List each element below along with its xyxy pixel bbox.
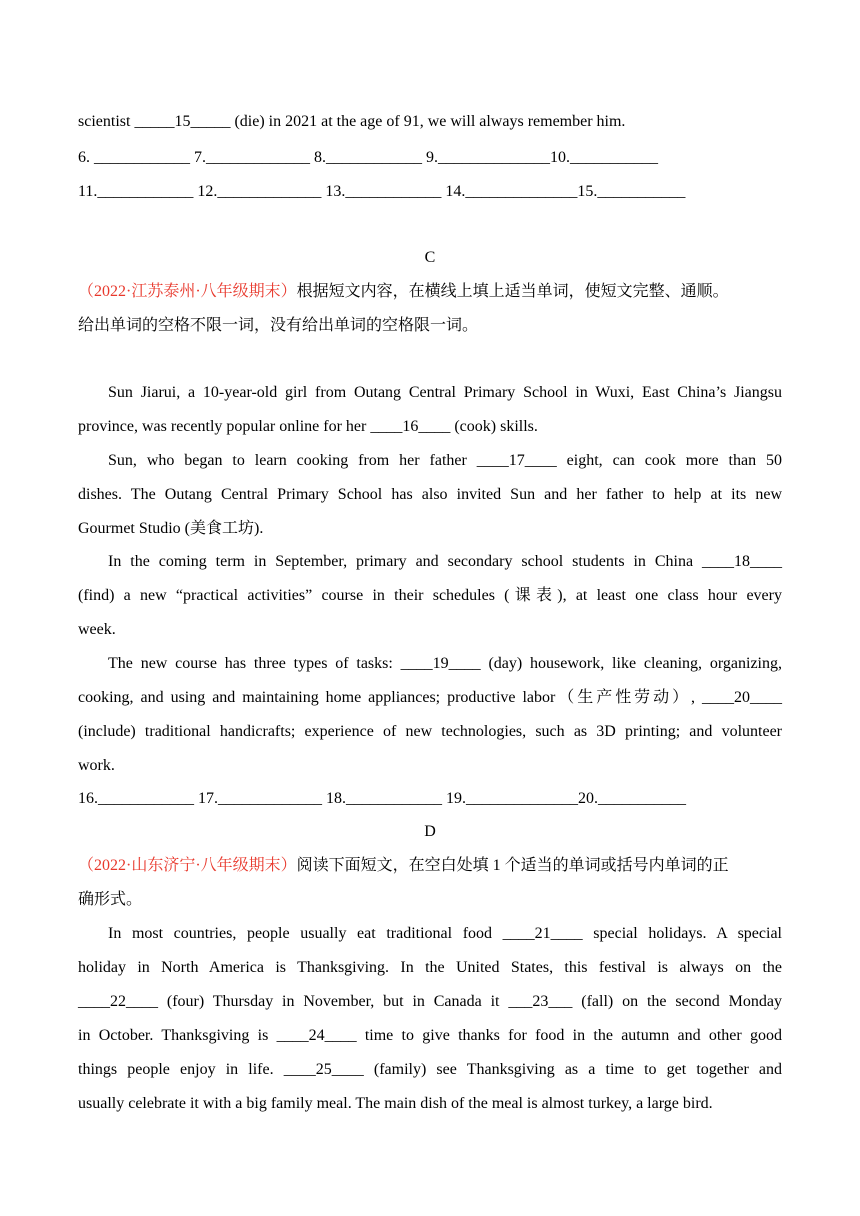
answer-blank-20[interactable]: ____20____ bbox=[702, 689, 782, 706]
text-line: holiday in North America is Thanksgiving. In the United States, this festival is always on the bbox=[78, 959, 782, 976]
text: The new course has three types of tasks: bbox=[108, 655, 401, 672]
instruction-line: 确形式。 bbox=[78, 891, 143, 908]
answer-blank-22[interactable]: ____22____ bbox=[78, 993, 158, 1010]
text-line bbox=[108, 654, 782, 674]
instruction-line bbox=[78, 856, 782, 876]
text-line bbox=[78, 1060, 782, 1080]
text: in October. Thanksgiving is bbox=[78, 1027, 277, 1044]
text: special holidays. A special bbox=[582, 925, 782, 942]
text-line: Sun Jiarui, a 10-year-old girl from Outang Central Primary School in Wuxi, East China’s Jiangsu bbox=[108, 384, 782, 401]
text: Sun, who began to learn cooking from her father bbox=[108, 452, 477, 469]
text: (die) in 2021 at the age of 91, we will always remember him. bbox=[230, 113, 626, 130]
text: time to give thanks for food in the autumn and other good bbox=[356, 1027, 782, 1044]
text-line: dishes. The Outang Central Primary School has also invited Sun and her father to help at its new bbox=[78, 486, 782, 503]
text-line bbox=[78, 992, 782, 1012]
text: In most countries, people usually eat traditional food bbox=[108, 925, 503, 942]
instruction-text: 阅读下面短文，在空白处填 1 个适当的单词或括号内单词的正 bbox=[296, 857, 729, 874]
instruction-line: 给出单词的空格不限一词，没有给出单词的空格限一词。 bbox=[78, 317, 479, 334]
text: (cook) skills. bbox=[450, 418, 538, 435]
answer-blank-23[interactable]: ___23___ bbox=[508, 993, 573, 1010]
text-line bbox=[78, 112, 782, 132]
text: (day) housework, like cleaning, organizing, bbox=[480, 655, 782, 672]
text: things people enjoy in life. bbox=[78, 1061, 284, 1078]
text: cooking, and using and maintaining home appliances; productive labor（生产性劳动）, bbox=[78, 689, 702, 706]
instruction-text: 根据短文内容，在横线上填上适当单词，使短文完整、通顺。 bbox=[296, 283, 729, 300]
source-tag: （2022·江苏泰州·八年级期末） bbox=[78, 283, 297, 300]
source-tag: （2022·山东济宁·八年级期末） bbox=[78, 857, 297, 874]
answer-blank-21[interactable]: ____21____ bbox=[502, 925, 583, 942]
answer-blank-17[interactable]: ____17____ bbox=[476, 452, 557, 469]
text-line bbox=[108, 924, 782, 944]
answer-blank-19[interactable]: ____19____ bbox=[400, 655, 481, 672]
text-line bbox=[108, 552, 782, 572]
text-line: (find) a new “practical activities” course in their schedules (课表), at least one class hour every bbox=[78, 587, 782, 604]
instruction-line bbox=[78, 282, 782, 302]
text: (family) see Thanksgiving as a time to get together and bbox=[363, 1061, 783, 1078]
answer-blank-16[interactable]: ____16____ bbox=[370, 418, 451, 435]
answer-row: 11.____________ 12._____________ 13.____________ 14.______________15.___________ bbox=[78, 183, 686, 200]
text: In the coming term in September, primary and secondary school students in China bbox=[108, 553, 702, 570]
text-line bbox=[78, 1026, 782, 1046]
answer-blank-25[interactable]: ____25____ bbox=[283, 1061, 364, 1078]
text-line bbox=[78, 417, 782, 437]
text: (fall) on the second Monday bbox=[572, 993, 783, 1010]
text: eight, can cook more than 50 bbox=[556, 452, 782, 469]
text-line: (include) traditional handicrafts; experience of new technologies, such as 3D printing; and volunteer bbox=[78, 723, 782, 740]
text: province, was recently popular online for her bbox=[78, 418, 371, 435]
answer-blank-24[interactable]: ____24____ bbox=[276, 1027, 357, 1044]
text: scientist bbox=[78, 113, 135, 130]
text: (four) Thursday in November, but in Canada it bbox=[158, 993, 509, 1010]
answer-row: 16.____________ 17._____________ 18.____________ 19.______________20.___________ bbox=[78, 790, 686, 807]
text-line: work. bbox=[78, 757, 115, 774]
section-heading: D bbox=[424, 823, 436, 840]
text-line bbox=[108, 451, 782, 471]
answer-row: 6. ____________ 7._____________ 8.____________ 9.______________10.___________ bbox=[78, 149, 658, 166]
text-line: Gourmet Studio (美食工坊). bbox=[78, 520, 264, 537]
text-line: usually celebrate it with a big family meal. The main dish of the meal is almost turkey, a large bird. bbox=[78, 1095, 713, 1112]
answer-blank-18[interactable]: ____18____ bbox=[702, 553, 782, 570]
text-line: week. bbox=[78, 621, 116, 638]
text-line bbox=[78, 688, 782, 708]
answer-blank-15[interactable]: _____15_____ bbox=[134, 113, 231, 130]
section-heading: C bbox=[424, 249, 436, 266]
